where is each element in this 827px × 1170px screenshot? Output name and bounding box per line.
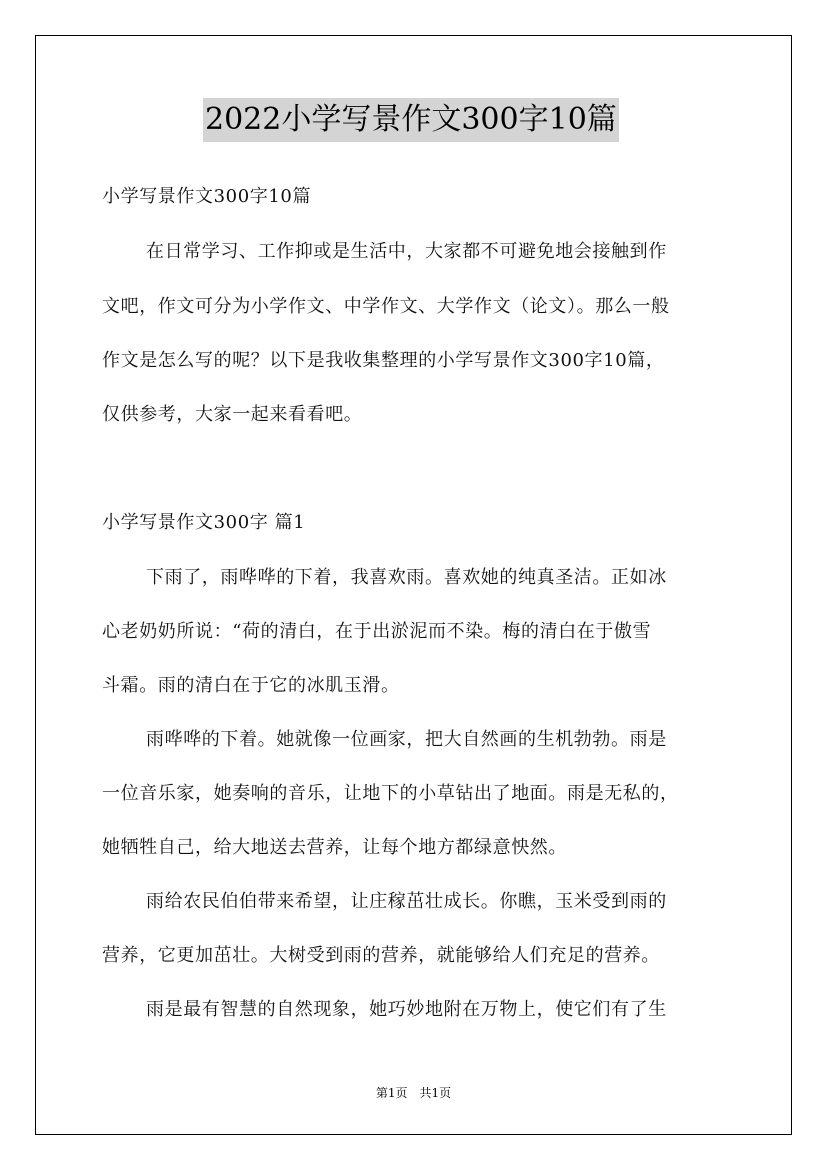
body-line: 雨哗哗的下着。她就像一位画家，把大自然画的生机勃勃。雨是 [146,729,667,750]
body-line: 雨是最有智慧的自然现象，她巧妙地附在万物上，使它们有了生 [146,999,667,1020]
document-subtitle: 小学写景作文300字10篇 [102,186,312,207]
body-line: 一位音乐家，她奏响的音乐，让地下的小草钻出了地面。雨是无私的， [102,783,679,804]
document-title: 2022小学写景作文300字10篇 [203,98,619,142]
page-footer: 第1页 共1页 [375,1086,452,1100]
section-heading: 小学写景作文300字 篇1 [102,512,306,533]
intro-line: 仅供参考，大家一起来看看吧。 [102,404,363,425]
intro-line: 在日常学习、工作抑或是生活中，大家都不可避免地会接触到作 [146,241,667,262]
body-line: 她牺牲自己，给大地送去营养，让每个地方都绿意怏然。 [102,837,567,858]
intro-line: 文吧，作文可分为小学作文、中学作文、大学作文（论文）。那么一般 [102,296,670,317]
body-line: 心老奶奶所说：“荷的清白，在于出淤泥而不染。梅的清白在于傲雪 [102,621,652,642]
body-line: 雨给农民伯伯带来希望，让庄稼茁壮成长。你瞧，玉米受到雨的 [146,891,667,912]
body-line: 下雨了，雨哗哗的下着，我喜欢雨。喜欢她的纯真圣洁。正如冰 [146,567,667,588]
body-line: 营养，它更加茁壮。大树受到雨的营养，就能够给人们充足的营养。 [102,945,660,966]
intro-line: 作文是怎么写的呢？以下是我收集整理的小学写景作文300字10篇， [102,350,665,371]
body-line: 斗霜。雨的清白在于它的冰肌玉滑。 [102,675,400,696]
